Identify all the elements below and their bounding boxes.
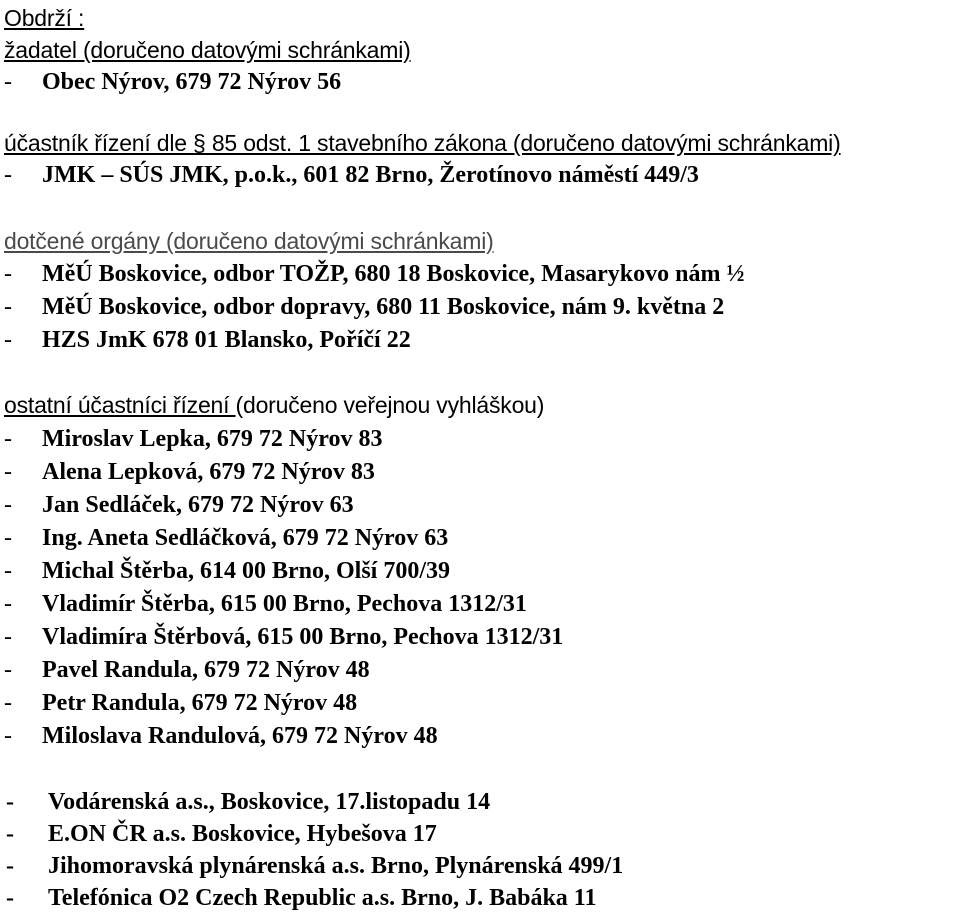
list-item (4, 423, 382, 455)
list-item (4, 882, 596, 914)
list-item (4, 621, 563, 653)
list-item (4, 588, 527, 620)
list-item (4, 66, 341, 98)
list-dash: - (4, 591, 12, 617)
authority-item: HZS JmK 678 01 Blansko, Poříčí 22 (42, 327, 411, 353)
list-item (4, 159, 699, 191)
utility-item: Telefónica O2 Czech Republic a.s. Brno, J. Babáka 11 (48, 885, 597, 911)
list-dash: - (4, 294, 12, 320)
list-dash: - (4, 525, 12, 551)
other-item: Pavel Randula, 679 72 Nýrov 48 (42, 657, 370, 683)
list-item (4, 818, 437, 850)
list-item (4, 324, 411, 356)
receive-heading: Obdrží : (4, 5, 85, 31)
list-dash: - (4, 657, 12, 683)
applicant-item: Obec Nýrov, 679 72 Nýrov 56 (42, 69, 342, 95)
list-item (4, 258, 745, 290)
other-item: Alena Lepková, 679 72 Nýrov 83 (42, 459, 375, 485)
list-item (4, 654, 370, 686)
others-heading (4, 389, 544, 421)
list-item (4, 850, 623, 882)
other-item: Vladimír Štěrba, 615 00 Brno, Pechova 1312/31 (42, 591, 527, 617)
others-heading-rest: (doručeno veřejnou vyhláškou) (235, 392, 545, 418)
list-dash: - (4, 558, 12, 584)
authority-item: MěÚ Boskovice, odbor dopravy, 680 11 Boskovice, nám 9. května 2 (42, 294, 725, 320)
list-item (4, 522, 448, 554)
other-item: Jan Sedláček, 679 72 Nýrov 63 (42, 492, 354, 518)
list-dash: - (6, 821, 14, 847)
list-dash: - (4, 459, 12, 485)
list-dash: - (4, 162, 12, 188)
authority-item: MěÚ Boskovice, odbor TOŽP, 680 18 Boskovice, Masarykovo nám ½ (42, 261, 745, 287)
list-dash: - (6, 789, 14, 815)
list-item (4, 489, 354, 521)
list-dash: - (4, 261, 12, 287)
list-dash: - (4, 492, 12, 518)
utility-item: Vodárenská a.s., Boskovice, 17.listopadu 14 (48, 789, 491, 815)
list-item (4, 555, 450, 587)
other-item: Petr Randula, 679 72 Nýrov 48 (42, 690, 358, 716)
list-dash: - (6, 853, 14, 879)
others-heading-underlined: ostatní účastníci řízení (4, 392, 236, 418)
other-item: Miroslav Lepka, 679 72 Nýrov 83 (42, 426, 383, 452)
list-item (4, 720, 438, 752)
list-item (4, 687, 357, 719)
list-dash: - (4, 327, 12, 353)
utility-item: Jihomoravská plynárenská a.s. Brno, Plynárenská 499/1 (48, 853, 624, 879)
list-dash: - (4, 723, 12, 749)
list-item (4, 786, 490, 818)
utility-item: E.ON ČR a.s. Boskovice, Hybešova 17 (48, 821, 437, 847)
list-item (4, 456, 375, 488)
list-dash: - (4, 690, 12, 716)
list-dash: - (4, 69, 12, 95)
other-item: Vladimíra Štěrbová, 615 00 Brno, Pechova 1312/31 (42, 624, 564, 650)
list-dash: - (4, 426, 12, 452)
list-dash: - (4, 624, 12, 650)
other-item: Miloslava Randulová, 679 72 Nýrov 48 (42, 723, 438, 749)
list-dash: - (6, 885, 14, 911)
other-item: Ing. Aneta Sedláčková, 679 72 Nýrov 63 (42, 525, 449, 551)
authorities-heading: dotčené orgány (doručeno datovými schránkami) (4, 228, 494, 254)
other-item: Michal Štěrba, 614 00 Brno, Olší 700/39 (42, 558, 450, 584)
applicant-heading: žadatel (doručeno datovými schránkami) (4, 37, 411, 63)
participant-item: JMK – SÚS JMK, p.o.k., 601 82 Brno, Žerotínovo náměstí 449/3 (42, 162, 699, 188)
participant-heading: účastník řízení dle § 85 odst. 1 stavebního zákona (doručeno datovými schránkami) (4, 130, 841, 156)
list-item (4, 291, 724, 323)
